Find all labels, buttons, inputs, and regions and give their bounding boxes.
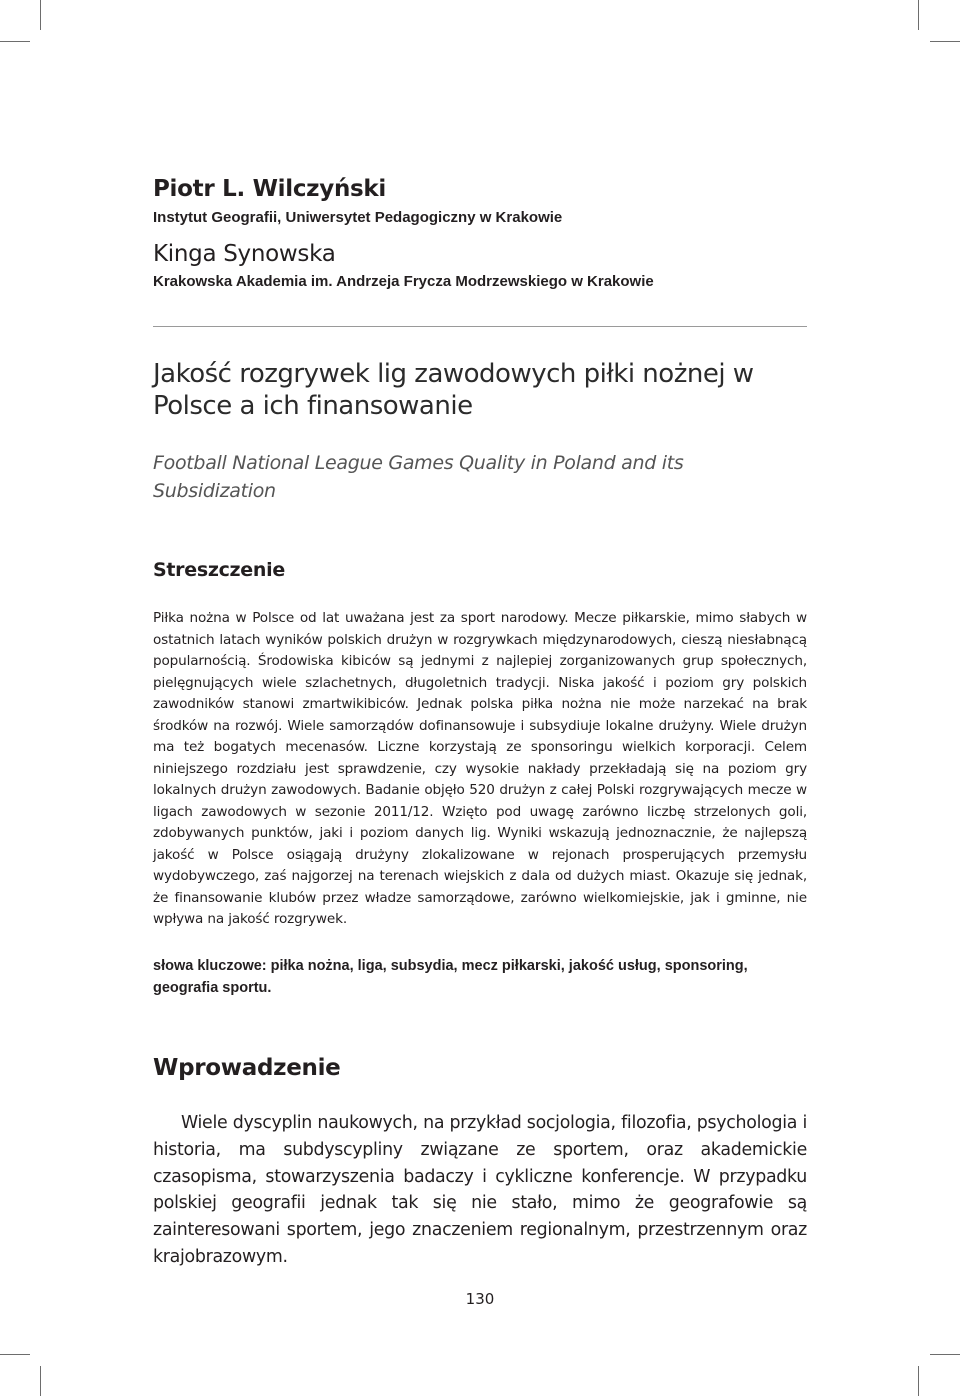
keywords: słowa kluczowe: piłka nożna, liga, subsydia, mecz piłkarski, jakość usług, sponsoring, geografia sportu. [153, 958, 748, 996]
author-affiliation-2: Krakowska Akademia im. Andrzeja Frycza Modrzewskiego w Krakowie [153, 273, 654, 290]
article-title-polish: Jakość rozgrywek lig zawodowych piłki nożnej w Polsce a ich finansowanie [153, 359, 754, 421]
crop-mark-bottom-right-horizontal [930, 1354, 960, 1355]
abstract-heading: Streszczenie [153, 559, 285, 581]
crop-mark-bottom-left-vertical [40, 1366, 41, 1396]
introduction-text: Wiele dyscyplin naukowych, na przykład socjologia, filozofia, psychologia i historia, ma subdyscypliny związane ze sportem, oraz akademickie czasopisma, stowarzyszenia badaczy i cykliczne konferencje. W przypadku polskiej geografii jednak tak się nie stało, mimo że geografowie są zainteresowani sportem, jego znaczeniem regionalnym, przestrzennym oraz krajobrazowym. [153, 1113, 807, 1267]
crop-mark-top-left-horizontal [0, 41, 30, 42]
introduction-heading: Wprowadzenie [153, 1055, 341, 1081]
article-title-english: Football National League Games Quality in Poland and its Subsidization [153, 452, 684, 502]
author-affiliation-1: Instytut Geografii, Uniwersytet Pedagogiczny w Krakowie [153, 209, 563, 226]
crop-mark-bottom-right-vertical [918, 1366, 919, 1396]
author-name-2: Kinga Synowska [153, 241, 336, 267]
header-divider [153, 326, 807, 327]
crop-mark-top-right-vertical [918, 0, 919, 30]
crop-mark-top-right-horizontal [930, 41, 960, 42]
crop-mark-bottom-left-horizontal [0, 1354, 30, 1355]
crop-mark-top-left-vertical [40, 0, 41, 30]
abstract-text: Piłka nożna w Polsce od lat uważana jest za sport narodowy. Mecze piłkarskie, mimo słabych w ostatnich latach wyników polskich drużyn w rozgrywkach międzynarodowych, cieszą niesłabnącą popularnością. Środowiska kibiców są jednymi z najlepiej zorganizowanych grup społecznych, pielęgnujących wiele szlachetnych, długoletnich tradycji. Niska jakość i poziom gry polskich zawodników stanowi zmartwikibiców. Jednak polska piłka nożna nie może narzekać na brak środków na rozwój. Wiele samorządów dofinansowuje i subsydiuje lokalne drużyny. Wiele drużyn ma też bogatych mecenasów. Liczne korzystają ze sponsoringu wielkich korporacji. Celem niniejszego rozdziału jest sprawdzenie, czy wysokie nakłady przekładają się na poziom gry lokalnych drużyn zawodowych. Badanie objęło 520 drużyn z całej Polski rozgrywających mecze w ligach zawodowych w sezonie 2011/12. Wzięto pod uwagę zarówno liczbę strzelonych goli, zdobywanych punktów, jaki i poziom danych lig. Wyniki wskazują jednoznacznie, że najlepszą jakość w Polsce osiągają drużyny zlokalizowane w rejonach prosperujących przemysłu wydobywczego, zaś najgorzej na terenach wiejskich z dala od dużych miast. Okazuje się jednak, że finansowanie klubów przez władze samorządowe, zarówno wielkomiejskie, jak i gminne, nie wpływa na jakość rozgrywek. [153, 610, 807, 927]
page-number: 130 [465, 1290, 495, 1308]
author-name-1: Piotr L. Wilczyński [153, 176, 386, 202]
